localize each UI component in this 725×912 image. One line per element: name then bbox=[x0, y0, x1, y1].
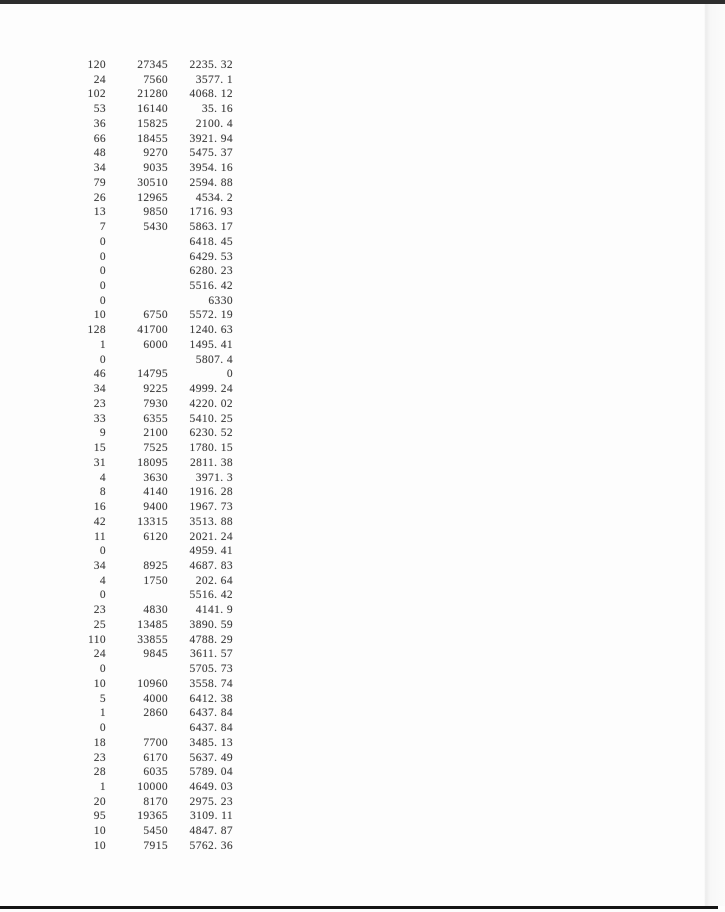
table-cell-col3: 3513. 88 bbox=[189, 515, 233, 528]
table-cell-col2: 7560 bbox=[143, 73, 168, 86]
table-cell-col3: 4534. 2 bbox=[195, 191, 233, 204]
table-cell-col1: 120 bbox=[87, 59, 106, 71]
table-cell-col1: 23 bbox=[93, 751, 106, 764]
table-row bbox=[60, 161, 233, 176]
table-cell-col3: 6330 bbox=[208, 294, 233, 307]
table-row bbox=[60, 677, 233, 692]
table-row bbox=[60, 235, 233, 250]
table-row bbox=[60, 471, 233, 486]
table-cell-col2: 14795 bbox=[137, 368, 168, 381]
table-cell-col3: 3611. 57 bbox=[189, 648, 233, 661]
table-cell-col2 bbox=[106, 294, 168, 309]
table-cell-col2: 33855 bbox=[137, 633, 168, 646]
table-cell-col2: 27345 bbox=[137, 59, 168, 71]
table-cell-col3: 4687. 83 bbox=[189, 559, 233, 572]
table-row bbox=[60, 603, 233, 618]
table-cell-col1: 79 bbox=[93, 176, 106, 189]
table-row bbox=[60, 647, 233, 662]
table-cell-col2: 9850 bbox=[143, 206, 168, 219]
table-cell-col1: 48 bbox=[93, 147, 106, 160]
table-cell-col1: 11 bbox=[94, 530, 106, 543]
table-cell-col1: 110 bbox=[87, 633, 106, 646]
table-cell-col2: 15825 bbox=[137, 117, 168, 130]
table-cell-col1: 0 bbox=[99, 250, 106, 263]
table-cell-col3: 6437. 84 bbox=[189, 707, 233, 720]
table-cell-col2: 5450 bbox=[143, 825, 168, 838]
table-cell-col1: 8 bbox=[99, 486, 106, 499]
table-row bbox=[60, 87, 233, 102]
table-cell-col2: 13485 bbox=[137, 618, 168, 631]
table-cell-col1: 4 bbox=[99, 471, 106, 484]
table-row bbox=[60, 220, 233, 235]
table-cell-col3: 5863. 17 bbox=[189, 221, 233, 234]
table-cell-col2: 18455 bbox=[137, 132, 168, 145]
table-cell-col1: 0 bbox=[99, 353, 106, 366]
table-cell-col3: 5637. 49 bbox=[189, 751, 233, 764]
table-cell-col1: 0 bbox=[99, 235, 106, 248]
table-row bbox=[60, 706, 233, 721]
table-cell-col2: 6170 bbox=[143, 751, 168, 764]
table-row bbox=[60, 176, 233, 191]
table-cell-col1: 34 bbox=[93, 383, 106, 396]
table-cell-col3: 6230. 52 bbox=[189, 427, 233, 440]
table-row bbox=[60, 824, 233, 839]
table-cell-col3: 4847. 87 bbox=[189, 825, 233, 838]
table-cell-col1: 10 bbox=[93, 309, 106, 322]
table-cell-col1: 34 bbox=[93, 559, 106, 572]
table-cell-col3: 35. 16 bbox=[201, 103, 233, 116]
table-cell-col2: 6750 bbox=[143, 309, 168, 322]
table-cell-col2: 9270 bbox=[143, 147, 168, 160]
table-row bbox=[60, 721, 233, 736]
table-cell-col1: 0 bbox=[99, 545, 106, 558]
table-cell-col2 bbox=[106, 264, 168, 279]
table-row bbox=[60, 426, 233, 441]
table-cell-col3: 5572. 19 bbox=[189, 309, 233, 322]
table-cell-col3: 6429. 53 bbox=[189, 250, 233, 263]
table-cell-col2: 9845 bbox=[143, 648, 168, 661]
table-row bbox=[60, 765, 233, 780]
table-row bbox=[60, 795, 233, 810]
table-cell-col3: 5475. 37 bbox=[189, 147, 233, 160]
table-cell-col2: 13315 bbox=[137, 515, 168, 528]
table-cell-col2: 21280 bbox=[137, 88, 168, 101]
table-row bbox=[60, 441, 233, 456]
table-cell-col1: 31 bbox=[93, 456, 106, 469]
table-cell-col3: 5705. 73 bbox=[189, 663, 233, 676]
table-cell-col3: 1916. 28 bbox=[189, 486, 233, 499]
table-cell-col2: 4000 bbox=[143, 692, 168, 705]
table-cell-col2: 8925 bbox=[143, 559, 168, 572]
table-cell-col3: 1240. 63 bbox=[189, 324, 233, 337]
table-cell-col2: 12965 bbox=[137, 191, 168, 204]
table-cell-col1: 7 bbox=[99, 221, 106, 234]
table-cell-col1: 1 bbox=[99, 707, 106, 720]
table-row bbox=[60, 367, 233, 382]
table-cell-col2: 6000 bbox=[143, 338, 168, 351]
table-cell-col2 bbox=[106, 250, 168, 265]
table-cell-col2 bbox=[106, 544, 168, 559]
table-cell-col2: 9400 bbox=[143, 501, 168, 514]
table-cell-col3: 2100. 4 bbox=[195, 117, 233, 130]
table-cell-col2 bbox=[106, 588, 168, 603]
table-cell-col3: 1495. 41 bbox=[189, 338, 233, 351]
table-cell-col3: 6412. 38 bbox=[189, 692, 233, 705]
table-cell-col1: 95 bbox=[93, 810, 106, 823]
table-cell-col1: 0 bbox=[99, 663, 106, 676]
table-cell-col2: 4140 bbox=[143, 486, 168, 499]
table-row bbox=[60, 191, 233, 206]
bottom-border-bar bbox=[0, 906, 718, 909]
table-cell-col3: 5516. 42 bbox=[189, 280, 233, 293]
table-row bbox=[60, 73, 233, 88]
table-cell-col1: 16 bbox=[93, 501, 106, 514]
table-row bbox=[60, 338, 233, 353]
table-cell-col2: 30510 bbox=[137, 176, 168, 189]
table-cell-col3: 1967. 73 bbox=[189, 501, 233, 514]
table-row bbox=[60, 736, 233, 751]
table-row bbox=[60, 264, 233, 279]
table-cell-col1: 0 bbox=[99, 265, 106, 278]
table-cell-col3: 3921. 94 bbox=[189, 132, 233, 145]
table-cell-col2: 2100 bbox=[143, 427, 168, 440]
table-cell-col3: 6437. 84 bbox=[189, 722, 233, 735]
table-cell-col3: 1716. 93 bbox=[189, 206, 233, 219]
table-row bbox=[60, 588, 233, 603]
table-cell-col1: 28 bbox=[93, 766, 106, 779]
table-row bbox=[60, 397, 233, 412]
table-cell-col1: 0 bbox=[99, 280, 106, 293]
table-cell-col1: 20 bbox=[93, 795, 106, 808]
table-cell-col2: 7930 bbox=[143, 397, 168, 410]
table-cell-col2: 10960 bbox=[137, 677, 168, 690]
table-cell-col3: 5410. 25 bbox=[189, 412, 233, 425]
table-row bbox=[60, 353, 233, 368]
table-cell-col1: 1 bbox=[99, 338, 106, 351]
table-cell-col2: 10000 bbox=[137, 780, 168, 793]
table-cell-col3: 6280. 23 bbox=[189, 265, 233, 278]
table-cell-col3: 4649. 03 bbox=[189, 780, 233, 793]
table-cell-col2: 6355 bbox=[143, 412, 168, 425]
table-cell-col2: 2860 bbox=[143, 707, 168, 720]
table-cell-col3: 5789. 04 bbox=[189, 766, 233, 779]
table-cell-col3: 3109. 11 bbox=[189, 810, 233, 823]
table-cell-col1: 46 bbox=[93, 368, 106, 381]
table-cell-col2: 8170 bbox=[143, 795, 168, 808]
table-cell-col1: 102 bbox=[87, 88, 106, 101]
table-row bbox=[60, 117, 233, 132]
table-cell-col2 bbox=[106, 235, 168, 250]
table-cell-col3: 4788. 29 bbox=[189, 633, 233, 646]
page-right-edge bbox=[704, 4, 725, 906]
table-row bbox=[60, 633, 233, 648]
table-cell-col1: 1 bbox=[99, 780, 106, 793]
table-cell-col3: 6418. 45 bbox=[189, 235, 233, 248]
table-cell-col1: 25 bbox=[93, 618, 106, 631]
table-cell-col1: 10 bbox=[93, 677, 106, 690]
table-row bbox=[60, 618, 233, 633]
table-row bbox=[60, 574, 233, 589]
table-cell-col3: 4999. 24 bbox=[189, 383, 233, 396]
table-cell-col1: 5 bbox=[99, 692, 106, 705]
table-row bbox=[60, 412, 233, 427]
table-row bbox=[60, 102, 233, 117]
table-cell-col3: 5807. 4 bbox=[195, 353, 233, 366]
table-cell-col1: 4 bbox=[99, 574, 106, 587]
table-cell-col3: 2975. 23 bbox=[189, 795, 233, 808]
table-row bbox=[60, 323, 233, 338]
table-row bbox=[60, 58, 233, 73]
table-cell-col2: 9035 bbox=[143, 162, 168, 175]
table-cell-col1: 23 bbox=[93, 397, 106, 410]
table-cell-col1: 34 bbox=[93, 162, 106, 175]
table-cell-col2: 9225 bbox=[143, 383, 168, 396]
table-cell-col3: 4068. 12 bbox=[189, 88, 233, 101]
table-cell-col2: 6120 bbox=[143, 530, 168, 543]
table-cell-col3: 5516. 42 bbox=[189, 589, 233, 602]
table-cell-col1: 10 bbox=[93, 839, 106, 852]
table-cell-col1: 0 bbox=[99, 294, 106, 307]
table-cell-col2: 16140 bbox=[137, 103, 168, 116]
table-cell-col2: 7525 bbox=[143, 442, 168, 455]
table-cell-col2 bbox=[106, 279, 168, 294]
table-cell-col3: 3954. 16 bbox=[189, 162, 233, 175]
table-row bbox=[60, 500, 233, 515]
table-cell-col2 bbox=[106, 721, 168, 736]
table-cell-col1: 10 bbox=[93, 825, 106, 838]
table-cell-col3: 3971. 3 bbox=[195, 471, 233, 484]
table-cell-col1: 18 bbox=[93, 736, 106, 749]
table-cell-col1: 53 bbox=[93, 103, 106, 116]
table-cell-col1: 66 bbox=[93, 132, 106, 145]
table-cell-col3: 3485. 13 bbox=[189, 736, 233, 749]
table-row bbox=[60, 456, 233, 471]
table-cell-col1: 128 bbox=[87, 324, 106, 337]
top-border-bar bbox=[0, 0, 725, 4]
table-row bbox=[60, 308, 233, 323]
table-cell-col3: 4141. 9 bbox=[195, 604, 233, 617]
table-row bbox=[60, 839, 233, 854]
table-cell-col2: 7915 bbox=[143, 839, 168, 852]
table-row bbox=[60, 751, 233, 766]
table-cell-col3: 2811. 38 bbox=[189, 456, 233, 469]
table-cell-col2: 4830 bbox=[143, 604, 168, 617]
table-row bbox=[60, 205, 233, 220]
table-cell-col1: 9 bbox=[99, 427, 106, 440]
table-cell-col3: 3577. 1 bbox=[195, 73, 233, 86]
table-row bbox=[60, 530, 233, 545]
table-cell-col2 bbox=[106, 353, 168, 368]
table-cell-col2: 6035 bbox=[143, 766, 168, 779]
table-row bbox=[60, 544, 233, 559]
table-row bbox=[60, 515, 233, 530]
table-cell-col3: 5762. 36 bbox=[189, 839, 233, 852]
table-row bbox=[60, 809, 233, 824]
table-cell-col3: 1780. 15 bbox=[189, 442, 233, 455]
table-cell-col2: 7700 bbox=[143, 736, 168, 749]
table-cell-col1: 23 bbox=[93, 604, 106, 617]
table-cell-col1: 0 bbox=[99, 589, 106, 602]
table-cell-col1: 13 bbox=[93, 206, 106, 219]
table-cell-col1: 0 bbox=[99, 722, 106, 735]
table-row bbox=[60, 382, 233, 397]
number-table bbox=[60, 58, 233, 854]
table-row bbox=[60, 485, 233, 500]
table-cell-col3: 0 bbox=[226, 368, 233, 381]
table-cell-col1: 15 bbox=[93, 442, 106, 455]
table-cell-col2: 3630 bbox=[143, 471, 168, 484]
table-cell-col3: 4959. 41 bbox=[189, 545, 233, 558]
table-row bbox=[60, 662, 233, 677]
table-cell-col2: 18095 bbox=[137, 456, 168, 469]
table-row bbox=[60, 279, 233, 294]
table-cell-col2 bbox=[106, 662, 168, 677]
table-cell-col1: 42 bbox=[93, 515, 106, 528]
table-row bbox=[60, 146, 233, 161]
table-cell-col3: 2021. 24 bbox=[189, 530, 233, 543]
table-cell-col3: 3890. 59 bbox=[189, 618, 233, 631]
table-cell-col3: 4220. 02 bbox=[189, 397, 233, 410]
table-cell-col1: 26 bbox=[93, 191, 106, 204]
table-cell-col2: 5430 bbox=[143, 221, 168, 234]
table-cell-col3: 2594. 88 bbox=[189, 176, 233, 189]
table-cell-col2: 1750 bbox=[143, 574, 168, 587]
table-cell-col1: 33 bbox=[93, 412, 106, 425]
table-cell-col1: 24 bbox=[93, 73, 106, 86]
table-row bbox=[60, 780, 233, 795]
table-cell-col2: 41700 bbox=[137, 324, 168, 337]
table-row bbox=[60, 559, 233, 574]
table-cell-col3: 2235. 32 bbox=[189, 59, 233, 71]
table-row bbox=[60, 250, 233, 265]
table-cell-col2: 19365 bbox=[137, 810, 168, 823]
table-cell-col1: 36 bbox=[93, 117, 106, 130]
table-cell-col3: 202. 64 bbox=[195, 574, 233, 587]
table-row bbox=[60, 294, 233, 309]
table-row bbox=[60, 132, 233, 147]
table-cell-col1: 24 bbox=[93, 648, 106, 661]
table-row bbox=[60, 692, 233, 707]
table-cell-col3: 3558. 74 bbox=[189, 677, 233, 690]
